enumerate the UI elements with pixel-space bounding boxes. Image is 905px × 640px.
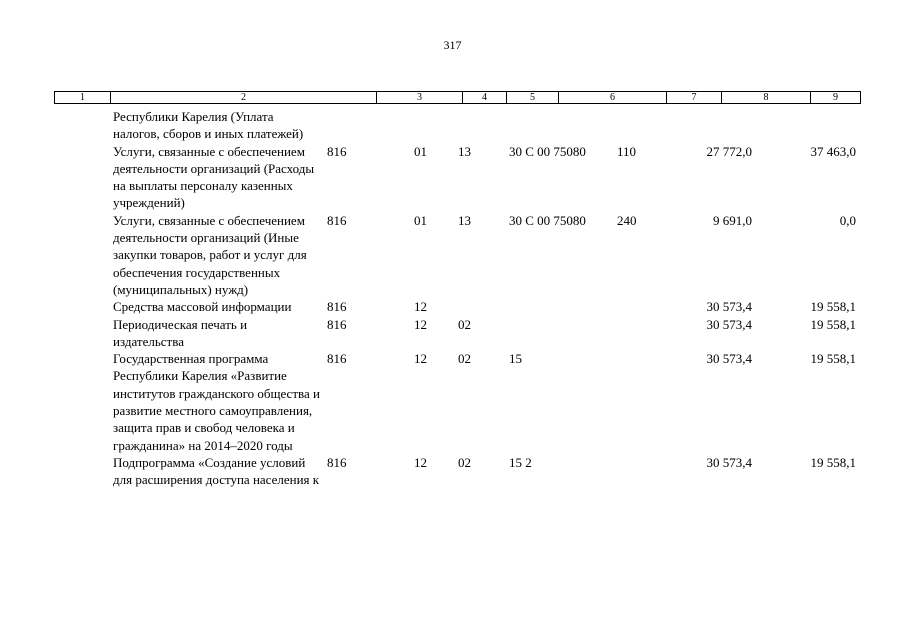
row-name: Республики Карелия (Уплата налогов, сборов и иных платежей) [113, 109, 304, 142]
row-admin-code: 816 [327, 351, 347, 367]
column-number-3: 3 [376, 92, 462, 103]
row-subsection: 13 [458, 143, 471, 159]
row-amount-col9: 19 558,1 [810, 316, 856, 332]
row-admin-code: 816 [327, 143, 347, 159]
row-admin-code: 816 [327, 316, 347, 332]
row-expense-type: 240 [617, 212, 637, 228]
row-target-item: 30 С 00 75080 [509, 143, 586, 159]
row-amount-col9: 19 558,1 [810, 299, 856, 315]
table-row [0, 298, 905, 315]
row-name: Периодическая печать и издательства [113, 316, 248, 349]
page-number: 317 [443, 38, 462, 52]
column-number-1: 1 [80, 92, 85, 103]
row-section: 01 [414, 212, 427, 228]
column-number-2: 2 [110, 92, 376, 103]
row-subsection: 13 [458, 212, 471, 228]
row-amount-col8: 9 691,0 [713, 212, 752, 228]
column-number-9: 9 [810, 92, 860, 103]
row-amount-col9: 37 463,0 [810, 143, 856, 159]
column-number-6: 6 [558, 92, 666, 103]
row-name: Услуги, связанные с обеспечением деятельности организаций (Иные закупки товаров, работ и услуг для обеспечения государственных (муниципальных) нужд) [113, 212, 307, 297]
column-number-8: 8 [721, 92, 810, 103]
row-section: 12 [414, 351, 427, 367]
table-row [0, 212, 905, 298]
row-name: Подпрограмма «Создание условий для расширения доступа населения к [113, 454, 320, 488]
row-subsection: 02 [458, 351, 471, 367]
table-column-number-row [54, 91, 861, 104]
column-number-7: 7 [666, 92, 721, 103]
row-admin-code: 816 [327, 212, 347, 228]
table-row [0, 350, 905, 454]
row-expense-type: 110 [617, 143, 637, 159]
row-amount-col9: 19 558,1 [810, 454, 856, 470]
row-target-item: 15 [509, 351, 522, 367]
row-section: 12 [414, 299, 427, 315]
row-name: Государственная программа Республики Карелия «Развитие институтов гражданского общества и развитие местного самоуправления, защита прав и свобод человека и гражданина» на 2014–2020 годы [113, 351, 320, 453]
row-amount-col8: 30 573,4 [706, 316, 752, 332]
column-number-4: 4 [462, 92, 506, 103]
row-subsection: 02 [458, 316, 471, 332]
table-row [0, 316, 905, 351]
table-row [0, 454, 905, 489]
row-target-item: 15 2 [509, 454, 532, 470]
row-section: 01 [414, 143, 427, 159]
row-target-item: 30 С 00 75080 [509, 212, 586, 228]
row-amount-col8: 30 573,4 [706, 454, 752, 470]
table-row [0, 143, 905, 212]
row-section: 12 [414, 454, 427, 470]
row-admin-code: 816 [327, 454, 347, 470]
table-row [0, 108, 905, 143]
row-amount-col8: 30 573,4 [706, 299, 752, 315]
row-amount-col8: 30 573,4 [706, 351, 752, 367]
row-amount-col9: 0,0 [839, 212, 856, 228]
row-subsection: 02 [458, 454, 471, 470]
row-name: Услуги, связанные с обеспечением деятельности организаций (Расходы на выплаты персоналу казенных учреждений) [113, 143, 315, 211]
row-admin-code: 816 [327, 299, 347, 315]
row-amount-col8: 27 772,0 [706, 143, 752, 159]
column-number-5: 5 [506, 92, 558, 103]
budget-table-body [0, 108, 905, 489]
row-name: Средства массовой информации [113, 299, 292, 315]
row-section: 12 [414, 316, 427, 332]
row-amount-col9: 19 558,1 [810, 351, 856, 367]
